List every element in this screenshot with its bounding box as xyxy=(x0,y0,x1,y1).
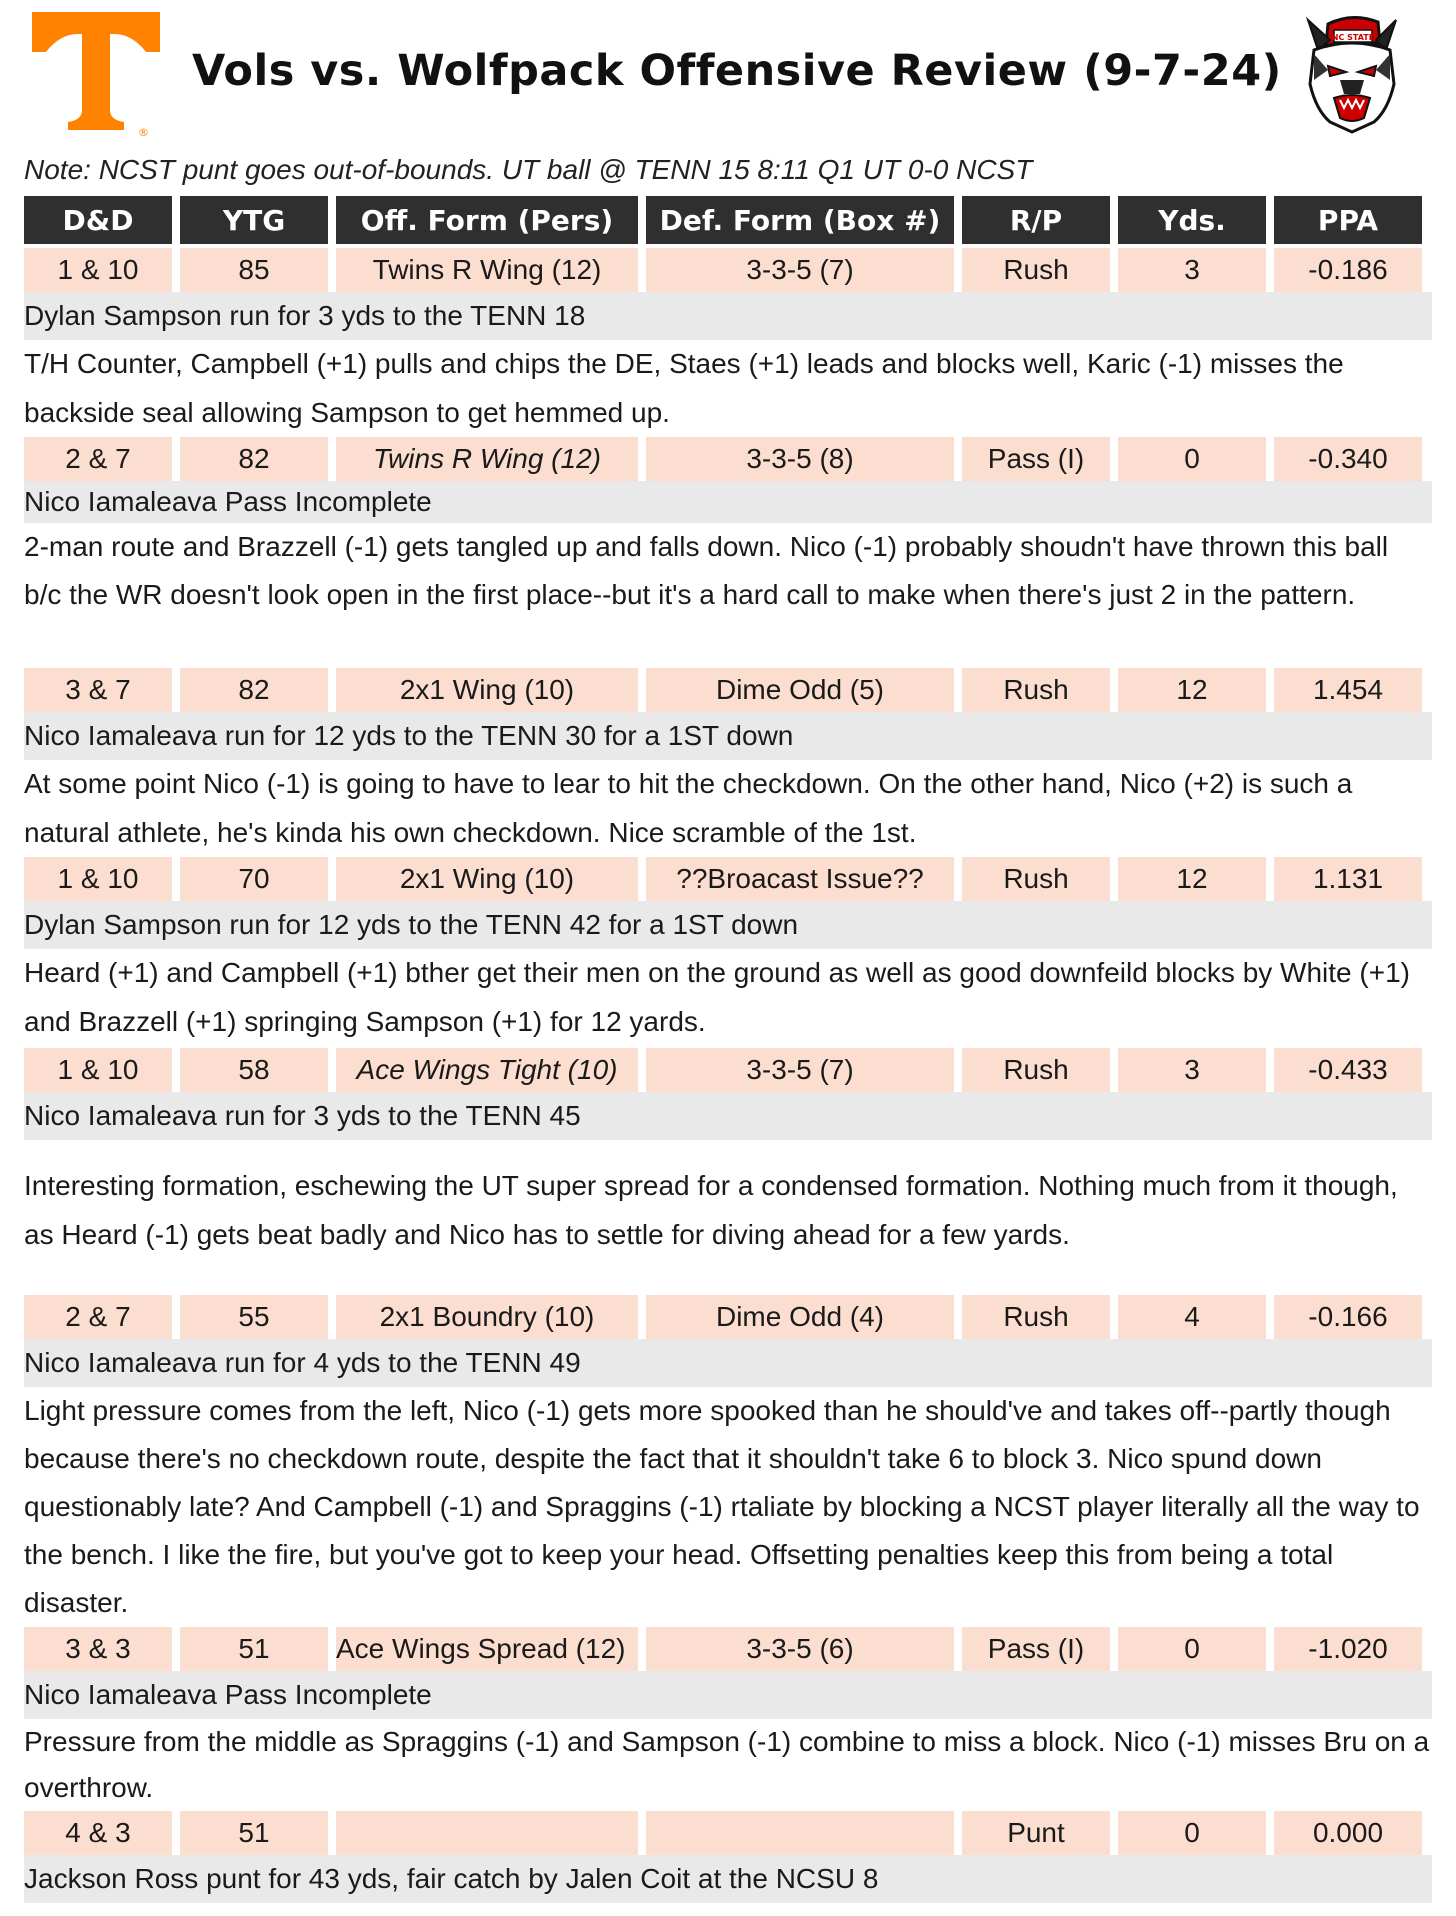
play-comment: Light pressure comes from the left, Nico (-1) gets more spooked than he should've and takes off--partly though because there's no checkdown route, despite the fact that it shouldn't take 6 to block 3. Nico spund down questionably late? And Campbell (-1) and Spraggins (-1) rtaliate by blocking a NCST player literally all the way to the bench. I like the fire, but you've got to keep your head. Offsetting penalties keep this from being a total disaster. xyxy=(24,1395,1420,1618)
rp-cell: Rush xyxy=(962,248,1110,292)
def-form-cell: Dime Odd (5) xyxy=(646,668,954,712)
ppa-cell: 0.000 xyxy=(1274,1811,1422,1855)
column-header-off-form: Off. Form (Pers) xyxy=(336,196,638,244)
off-form-cell: Ace Wings Tight (10) xyxy=(336,1048,638,1092)
play-block xyxy=(24,1048,1432,1295)
ppa-cell: -0.433 xyxy=(1274,1048,1422,1092)
ppa-cell: -0.186 xyxy=(1274,248,1422,292)
rp-cell: Punt xyxy=(962,1811,1110,1855)
page-title: Vols vs. Wolfpack Offensive Review (9-7-24) xyxy=(192,46,1282,96)
play-description: Nico Iamaleava Pass Incomplete xyxy=(24,481,1432,523)
def-form-cell: Dime Odd (4) xyxy=(646,1295,954,1339)
play-block xyxy=(24,248,1432,437)
rp-cell: Rush xyxy=(962,857,1110,901)
column-header-ytg: YTG xyxy=(180,196,328,244)
registered-mark: ® xyxy=(138,126,149,138)
column-header-dd: D&D xyxy=(24,196,172,244)
play-comment: 2-man route and Brazzell (-1) gets tangled up and falls down. Nico (-1) probably shoudn't have thrown this ball b/c the WR doesn't look open in the first place--but it's a hard call to make when there's just 2 in the pattern. xyxy=(24,531,1389,610)
play-block xyxy=(24,668,1432,857)
play-description: Dylan Sampson run for 3 yds to the TENN 18 xyxy=(24,292,1432,340)
yds-cell: 12 xyxy=(1118,668,1266,712)
rp-cell: Rush xyxy=(962,668,1110,712)
ppa-cell: -0.166 xyxy=(1274,1295,1422,1339)
off-form-cell: 2x1 Wing (10) xyxy=(336,668,638,712)
play-comment: At some point Nico (-1) is going to have to lear to hit the checkdown. On the other hand, Nico (+2) is such a natural athlete, he's kinda his own checkdown. Nice scramble of the 1st. xyxy=(24,768,1353,848)
table-row xyxy=(24,248,1432,292)
ytg-cell: 82 xyxy=(180,437,328,481)
ytg-cell: 51 xyxy=(180,1627,328,1671)
tennessee-t-logo xyxy=(26,6,166,138)
def-form-cell: 3-3-5 (6) xyxy=(646,1627,954,1671)
dd-cell: 2 & 7 xyxy=(24,1295,172,1339)
def-form-cell: 3-3-5 (7) xyxy=(646,248,954,292)
yds-cell: 0 xyxy=(1118,1627,1266,1671)
off-form-cell: Ace Wings Spread (12) xyxy=(336,1627,638,1671)
dd-cell: 3 & 3 xyxy=(24,1627,172,1671)
dd-cell: 1 & 10 xyxy=(24,248,172,292)
rp-cell: Pass (I) xyxy=(962,437,1110,481)
dd-cell: 1 & 10 xyxy=(24,1048,172,1092)
def-form-cell: 3-3-5 (8) xyxy=(646,437,954,481)
ytg-cell: 58 xyxy=(180,1048,328,1092)
table-row xyxy=(24,857,1432,901)
play-description: Jackson Ross punt for 43 yds, fair catch by Jalen Coit at the NCSU 8 xyxy=(24,1855,1432,1903)
def-form-cell: 3-3-5 (7) xyxy=(646,1048,954,1092)
ppa-cell: 1.454 xyxy=(1274,668,1422,712)
rp-cell: Rush xyxy=(962,1048,1110,1092)
table-row xyxy=(24,1048,1432,1092)
def-form-cell xyxy=(646,1811,954,1855)
dd-cell: 4 & 3 xyxy=(24,1811,172,1855)
dd-cell: 3 & 7 xyxy=(24,668,172,712)
ytg-cell: 85 xyxy=(180,248,328,292)
ytg-cell: 55 xyxy=(180,1295,328,1339)
table-row xyxy=(24,668,1432,712)
play-comment: Interesting formation, eschewing the UT super spread for a condensed formation. Nothing much from it though, as Heard (-1) gets beat badly and Nico has to settle for diving ahead for a few yards. xyxy=(24,1170,1398,1250)
play-comment: T/H Counter, Campbell (+1) pulls and chips the DE, Staes (+1) leads and blocks well, Karic (-1) misses the backside seal allowing Sampson to get hemmed up. xyxy=(24,348,1344,428)
rp-cell: Pass (I) xyxy=(962,1627,1110,1671)
column-header-rp: R/P xyxy=(962,196,1110,244)
table-row xyxy=(24,1627,1432,1671)
ytg-cell: 82 xyxy=(180,668,328,712)
play-block xyxy=(24,1295,1432,1627)
play-block xyxy=(24,1627,1432,1811)
yds-cell: 0 xyxy=(1118,1811,1266,1855)
ppa-cell: -1.020 xyxy=(1274,1627,1422,1671)
play-description: Nico Iamaleava Pass Incomplete xyxy=(24,1671,1432,1719)
play-comment: Pressure from the middle as Spraggins (-1) and Sampson (-1) combine to miss a block. Nico (-1) misses Bru on a overthrow. xyxy=(24,1726,1430,1803)
logo-text: NC STATE xyxy=(1331,33,1375,42)
rp-cell: Rush xyxy=(962,1295,1110,1339)
play-review-table xyxy=(24,196,1432,1903)
ytg-cell: 51 xyxy=(180,1811,328,1855)
play-block xyxy=(24,1811,1432,1903)
yds-cell: 3 xyxy=(1118,248,1266,292)
column-header-yds: Yds. xyxy=(1118,196,1266,244)
off-form-cell: Twins R Wing (12) xyxy=(336,437,638,481)
off-form-cell: 2x1 Wing (10) xyxy=(336,857,638,901)
ppa-cell: 1.131 xyxy=(1274,857,1422,901)
off-form-cell xyxy=(336,1811,638,1855)
play-block xyxy=(24,857,1432,1048)
column-header-ppa: PPA xyxy=(1274,196,1422,244)
page-header xyxy=(0,0,1456,150)
play-description: Nico Iamaleava run for 3 yds to the TENN 45 xyxy=(24,1092,1432,1140)
dd-cell: 1 & 10 xyxy=(24,857,172,901)
ytg-cell: 70 xyxy=(180,857,328,901)
yds-cell: 12 xyxy=(1118,857,1266,901)
def-form-cell: ??Broacast Issue?? xyxy=(646,857,954,901)
column-header-def-form: Def. Form (Box #) xyxy=(646,196,954,244)
table-header-row xyxy=(24,196,1432,248)
table-row xyxy=(24,1295,1432,1339)
nc-state-wolf-logo xyxy=(1304,10,1400,136)
yds-cell: 4 xyxy=(1118,1295,1266,1339)
dd-cell: 2 & 7 xyxy=(24,437,172,481)
drive-note: Note: NCST punt goes out-of-bounds. UT ball @ TENN 15 8:11 Q1 UT 0-0 NCST xyxy=(24,154,1033,185)
table-row xyxy=(24,1811,1432,1855)
off-form-cell: 2x1 Boundry (10) xyxy=(336,1295,638,1339)
yds-cell: 0 xyxy=(1118,437,1266,481)
play-description: Nico Iamaleava run for 12 yds to the TENN 30 for a 1ST down xyxy=(24,712,1432,760)
off-form-cell: Twins R Wing (12) xyxy=(336,248,638,292)
play-block xyxy=(24,437,1432,668)
table-row xyxy=(24,437,1432,481)
yds-cell: 3 xyxy=(1118,1048,1266,1092)
ppa-cell: -0.340 xyxy=(1274,437,1422,481)
play-description: Dylan Sampson run for 12 yds to the TENN 42 for a 1ST down xyxy=(24,901,1432,949)
play-comment: Heard (+1) and Campbell (+1) bther get their men on the ground as well as good downfeild blocks by White (+1) and Brazzell (+1) springing Sampson (+1) for 12 yards. xyxy=(24,957,1410,1037)
play-description: Nico Iamaleava run for 4 yds to the TENN 49 xyxy=(24,1339,1432,1387)
